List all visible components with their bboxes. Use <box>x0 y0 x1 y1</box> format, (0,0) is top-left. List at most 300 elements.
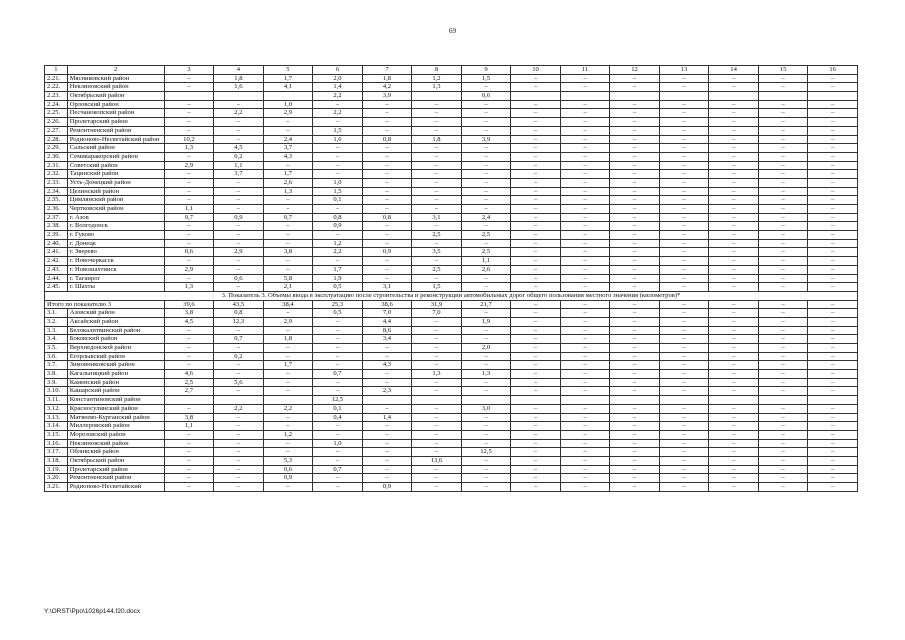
value-cell: – <box>164 274 214 283</box>
value-cell: 1,9 <box>461 317 511 326</box>
value-cell: 13,6 <box>412 456 462 465</box>
table-row <box>45 222 858 231</box>
value-cell: 0,8 <box>313 213 363 222</box>
table-row <box>45 92 858 101</box>
value-cell: – <box>560 309 610 318</box>
value-cell: 2,5 <box>461 231 511 240</box>
column-number-cell: 10 <box>511 66 561 75</box>
district-name-cell: Родионово-Несветайский <box>67 483 164 492</box>
value-cell: – <box>808 483 858 492</box>
value-cell: 2,9 <box>164 265 214 274</box>
value-cell: – <box>313 257 363 266</box>
value-cell: – <box>164 474 214 483</box>
value-cell: – <box>362 161 412 170</box>
row-number-cell: 2.32. <box>45 170 68 179</box>
row-number-cell: 2.22. <box>45 83 68 92</box>
value-cell: – <box>808 178 858 187</box>
value-cell: – <box>709 161 759 170</box>
row-number-cell: 3.11. <box>45 396 68 405</box>
value-cell: 4,3 <box>362 361 412 370</box>
row-number-cell: 2.33. <box>45 178 68 187</box>
value-cell: – <box>659 213 709 222</box>
value-cell: 1,1 <box>214 161 264 170</box>
value-cell: – <box>511 413 561 422</box>
value-cell: – <box>461 326 511 335</box>
value-cell: – <box>808 83 858 92</box>
column-number-cell: 7 <box>362 66 412 75</box>
row-number-cell: 2.38. <box>45 222 68 231</box>
indicators-table <box>44 65 858 492</box>
value-cell: – <box>214 126 264 135</box>
value-cell: – <box>808 231 858 240</box>
value-cell: – <box>659 439 709 448</box>
value-cell: – <box>758 231 808 240</box>
value-cell: – <box>263 257 313 266</box>
value-cell: – <box>560 109 610 118</box>
value-cell: – <box>214 187 264 196</box>
value-cell: – <box>461 161 511 170</box>
value-cell: – <box>709 213 759 222</box>
value-cell: – <box>758 118 808 127</box>
value-cell: 2,4 <box>263 135 313 144</box>
value-cell: 1,5 <box>412 283 462 292</box>
value-cell: – <box>610 265 660 274</box>
value-cell: 1,9 <box>313 274 363 283</box>
value-cell: – <box>610 413 660 422</box>
value-cell: – <box>412 413 462 422</box>
value-cell: 3,9 <box>362 92 412 101</box>
value-cell: – <box>808 352 858 361</box>
value-cell: – <box>511 126 561 135</box>
column-number-cell: 16 <box>808 66 858 75</box>
value-cell: – <box>659 352 709 361</box>
value-cell: 1,2 <box>313 239 363 248</box>
value-cell: – <box>610 100 660 109</box>
value-cell: – <box>758 274 808 283</box>
value-cell: – <box>560 361 610 370</box>
value-cell: – <box>511 456 561 465</box>
value-cell: – <box>461 118 511 127</box>
value-cell: 0,6 <box>461 92 511 101</box>
row-number-cell: 2.44. <box>45 274 68 283</box>
district-name-cell: Родионово-Несветайский район <box>67 135 164 144</box>
column-number-cell: 11 <box>560 66 610 75</box>
value-cell: – <box>659 144 709 153</box>
value-cell: 1,2 <box>412 74 462 83</box>
value-cell: 5,3 <box>263 456 313 465</box>
value-cell: – <box>659 448 709 457</box>
value-cell: – <box>412 109 462 118</box>
value-cell: – <box>461 413 511 422</box>
value-cell: – <box>164 404 214 413</box>
district-name-cell: Советский район <box>67 161 164 170</box>
row-number-cell: 2.43. <box>45 265 68 274</box>
value-cell: – <box>610 248 660 257</box>
total-value-cell: – <box>610 300 660 309</box>
value-cell: 3,8 <box>164 413 214 422</box>
value-cell: – <box>808 144 858 153</box>
value-cell: – <box>263 344 313 353</box>
value-cell: – <box>709 74 759 83</box>
total-value-cell: – <box>709 300 759 309</box>
value-cell: 2,5 <box>412 265 462 274</box>
value-cell: – <box>610 74 660 83</box>
value-cell: – <box>659 100 709 109</box>
value-cell: – <box>511 430 561 439</box>
value-cell: – <box>758 265 808 274</box>
table-row <box>45 422 858 431</box>
value-cell: – <box>659 161 709 170</box>
column-number-cell: 1 <box>45 66 68 75</box>
total-value-cell: 43,5 <box>214 300 264 309</box>
value-cell: 2,9 <box>164 161 214 170</box>
value-cell: – <box>758 326 808 335</box>
value-cell: 1,5 <box>313 187 363 196</box>
value-cell: – <box>412 317 462 326</box>
column-number-header-row <box>45 66 858 75</box>
value-cell <box>511 396 561 405</box>
value-cell: – <box>461 196 511 205</box>
value-cell: – <box>461 152 511 161</box>
value-cell <box>659 396 709 405</box>
value-cell: – <box>313 100 363 109</box>
value-cell: – <box>412 161 462 170</box>
value-cell: – <box>313 335 363 344</box>
table-row <box>45 187 858 196</box>
value-cell: 2,2 <box>313 248 363 257</box>
value-cell: 2,2 <box>313 109 363 118</box>
value-cell: – <box>461 170 511 179</box>
value-cell: – <box>610 378 660 387</box>
value-cell: – <box>164 118 214 127</box>
value-cell: 4,6 <box>164 370 214 379</box>
value-cell: – <box>758 422 808 431</box>
value-cell: – <box>709 474 759 483</box>
value-cell: – <box>808 335 858 344</box>
value-cell: – <box>659 326 709 335</box>
total-value-cell: 21,7 <box>461 300 511 309</box>
table-row <box>45 205 858 214</box>
value-cell: – <box>758 439 808 448</box>
value-cell: – <box>610 456 660 465</box>
value-cell: 2,0 <box>461 344 511 353</box>
value-cell: – <box>758 178 808 187</box>
value-cell: – <box>164 439 214 448</box>
value-cell: – <box>709 387 759 396</box>
value-cell: 2,2 <box>313 92 363 101</box>
value-cell: – <box>659 387 709 396</box>
value-cell: – <box>758 205 808 214</box>
value-cell: – <box>560 126 610 135</box>
value-cell: – <box>659 465 709 474</box>
value-cell: – <box>758 152 808 161</box>
value-cell: 1,1 <box>164 205 214 214</box>
table-row <box>45 352 858 361</box>
value-cell: – <box>610 274 660 283</box>
value-cell: – <box>461 239 511 248</box>
value-cell: – <box>610 118 660 127</box>
value-cell <box>659 92 709 101</box>
value-cell: – <box>709 413 759 422</box>
value-cell: – <box>758 448 808 457</box>
value-cell: – <box>560 161 610 170</box>
value-cell: – <box>808 465 858 474</box>
value-cell: – <box>362 152 412 161</box>
value-cell: – <box>709 317 759 326</box>
district-name-cell: Красносулинский район <box>67 404 164 413</box>
value-cell: – <box>758 83 808 92</box>
value-cell: 2,4 <box>461 213 511 222</box>
value-cell: – <box>263 352 313 361</box>
total-value-cell: 31,9 <box>412 300 462 309</box>
row-number-cell: 2.27. <box>45 126 68 135</box>
value-cell: – <box>709 170 759 179</box>
value-cell: – <box>362 222 412 231</box>
value-cell: – <box>808 422 858 431</box>
value-cell: 0,7 <box>164 213 214 222</box>
row-number-cell: 2.41. <box>45 248 68 257</box>
row-number-cell: 2.45. <box>45 283 68 292</box>
value-cell <box>412 396 462 405</box>
value-cell: – <box>610 422 660 431</box>
value-cell: – <box>610 170 660 179</box>
value-cell: – <box>214 178 264 187</box>
table-row <box>45 474 858 483</box>
value-cell: – <box>263 448 313 457</box>
value-cell: – <box>511 274 561 283</box>
value-cell: – <box>461 474 511 483</box>
value-cell: – <box>461 430 511 439</box>
value-cell: – <box>412 170 462 179</box>
value-cell: 1,7 <box>263 74 313 83</box>
value-cell: – <box>511 474 561 483</box>
value-cell: – <box>511 144 561 153</box>
value-cell: 1,3 <box>164 283 214 292</box>
value-cell: – <box>610 152 660 161</box>
row-number-cell: 3.4. <box>45 335 68 344</box>
value-cell: – <box>808 257 858 266</box>
row-number-cell: 3.16. <box>45 439 68 448</box>
row-number-cell: 3.18. <box>45 456 68 465</box>
value-cell <box>808 396 858 405</box>
value-cell: 1,0 <box>263 100 313 109</box>
value-cell: 2,7 <box>164 387 214 396</box>
value-cell: – <box>362 196 412 205</box>
value-cell: – <box>709 456 759 465</box>
value-cell: – <box>560 370 610 379</box>
value-cell: – <box>808 326 858 335</box>
value-cell: – <box>412 196 462 205</box>
value-cell: – <box>610 448 660 457</box>
value-cell: – <box>560 483 610 492</box>
value-cell: – <box>164 344 214 353</box>
value-cell: 2,2 <box>263 404 313 413</box>
value-cell: 2,2 <box>214 109 264 118</box>
value-cell: – <box>808 274 858 283</box>
row-number-cell: 3.8. <box>45 370 68 379</box>
value-cell: 1,0 <box>313 439 363 448</box>
value-cell: 3,5 <box>412 248 462 257</box>
row-number-cell: 3.19. <box>45 465 68 474</box>
value-cell <box>610 92 660 101</box>
value-cell: – <box>263 370 313 379</box>
district-name-cell: Каменский район <box>67 378 164 387</box>
row-number-cell: 2.25. <box>45 109 68 118</box>
value-cell: – <box>412 465 462 474</box>
value-cell: – <box>808 239 858 248</box>
value-cell: 7,0 <box>362 309 412 318</box>
value-cell: – <box>560 213 610 222</box>
value-cell: – <box>412 100 462 109</box>
value-cell: 2,9 <box>263 109 313 118</box>
value-cell: – <box>412 144 462 153</box>
value-cell: – <box>808 387 858 396</box>
value-cell: – <box>214 100 264 109</box>
value-cell: 3,1 <box>362 283 412 292</box>
value-cell: 0,1 <box>313 404 363 413</box>
value-cell: 1,8 <box>214 74 264 83</box>
value-cell: – <box>412 126 462 135</box>
value-cell: – <box>214 370 264 379</box>
value-cell: – <box>659 83 709 92</box>
value-cell: – <box>412 352 462 361</box>
value-cell: – <box>362 265 412 274</box>
column-number-cell: 6 <box>313 66 363 75</box>
page-number: 69 <box>449 27 456 35</box>
value-cell: 0,6 <box>164 248 214 257</box>
value-cell <box>758 396 808 405</box>
value-cell: – <box>313 326 363 335</box>
value-cell: – <box>808 404 858 413</box>
row-number-cell: 2.24. <box>45 100 68 109</box>
value-cell: – <box>412 430 462 439</box>
value-cell: 4,5 <box>214 144 264 153</box>
value-cell: – <box>709 231 759 240</box>
value-cell: – <box>808 456 858 465</box>
value-cell: – <box>412 361 462 370</box>
value-cell: 3,9 <box>461 135 511 144</box>
value-cell: – <box>412 439 462 448</box>
value-cell: – <box>263 387 313 396</box>
value-cell: – <box>709 404 759 413</box>
value-cell: – <box>709 187 759 196</box>
value-cell: – <box>461 378 511 387</box>
value-cell: 3,8 <box>164 309 214 318</box>
value-cell: – <box>709 118 759 127</box>
value-cell: – <box>511 118 561 127</box>
column-number-cell: 2 <box>67 66 164 75</box>
value-cell: – <box>214 413 264 422</box>
row-number-cell: 3.1. <box>45 309 68 318</box>
table-row <box>45 109 858 118</box>
value-cell: – <box>610 361 660 370</box>
value-cell: – <box>808 265 858 274</box>
value-cell: – <box>263 222 313 231</box>
value-cell: – <box>758 317 808 326</box>
value-cell: – <box>362 109 412 118</box>
value-cell <box>164 396 214 405</box>
value-cell: – <box>610 387 660 396</box>
value-cell: – <box>164 170 214 179</box>
district-name-cell: Целинский район <box>67 187 164 196</box>
district-name-cell: Пролетарский район <box>67 465 164 474</box>
district-name-cell: Константиновский район <box>67 396 164 405</box>
value-cell: – <box>758 248 808 257</box>
value-cell: – <box>709 378 759 387</box>
value-cell: – <box>659 344 709 353</box>
value-cell: – <box>560 430 610 439</box>
value-cell: – <box>610 222 660 231</box>
total-value-cell: – <box>758 300 808 309</box>
value-cell: – <box>214 456 264 465</box>
value-cell: – <box>610 326 660 335</box>
table-row <box>45 239 858 248</box>
value-cell: – <box>461 100 511 109</box>
value-cell: – <box>560 352 610 361</box>
district-name-cell: Кагальницкий район <box>67 370 164 379</box>
value-cell: 8,6 <box>362 326 412 335</box>
column-number-cell: 8 <box>412 66 462 75</box>
value-cell: 1,4 <box>313 83 363 92</box>
value-cell: 3,7 <box>214 170 264 179</box>
value-cell: – <box>709 239 759 248</box>
value-cell: – <box>659 413 709 422</box>
value-cell: – <box>610 109 660 118</box>
district-name-cell: Тацинский район <box>67 170 164 179</box>
total-value-cell: – <box>659 300 709 309</box>
row-number-cell: 2.29. <box>45 144 68 153</box>
value-cell: – <box>610 144 660 153</box>
value-cell <box>758 92 808 101</box>
value-cell: 1,6 <box>214 83 264 92</box>
value-cell: – <box>758 404 808 413</box>
value-cell: – <box>263 205 313 214</box>
value-cell: – <box>362 205 412 214</box>
value-cell: – <box>362 257 412 266</box>
value-cell: – <box>313 361 363 370</box>
value-cell: – <box>560 205 610 214</box>
row-number-cell: 3.21. <box>45 483 68 492</box>
value-cell: – <box>659 74 709 83</box>
value-cell: – <box>709 309 759 318</box>
value-cell: – <box>610 135 660 144</box>
value-cell: – <box>412 187 462 196</box>
value-cell: – <box>560 465 610 474</box>
value-cell: – <box>709 152 759 161</box>
row-number-cell: 2.42. <box>45 257 68 266</box>
row-number-cell: 3.7. <box>45 361 68 370</box>
value-cell: – <box>709 196 759 205</box>
value-cell: 0,6 <box>214 274 264 283</box>
column-number-cell: 14 <box>709 66 759 75</box>
value-cell: 7,0 <box>412 309 462 318</box>
table-row <box>45 344 858 353</box>
value-cell: 3,1 <box>412 213 462 222</box>
table-row <box>45 430 858 439</box>
value-cell: 4,4 <box>362 317 412 326</box>
value-cell: – <box>709 483 759 492</box>
row-number-cell: 3.10. <box>45 387 68 396</box>
value-cell: – <box>164 448 214 457</box>
value-cell: – <box>808 74 858 83</box>
value-cell: – <box>808 317 858 326</box>
district-name-cell: Усть-Донецкий район <box>67 178 164 187</box>
value-cell: – <box>263 161 313 170</box>
value-cell <box>709 396 759 405</box>
value-cell: – <box>709 248 759 257</box>
table-row <box>45 83 858 92</box>
district-name-cell: Боковский район <box>67 335 164 344</box>
